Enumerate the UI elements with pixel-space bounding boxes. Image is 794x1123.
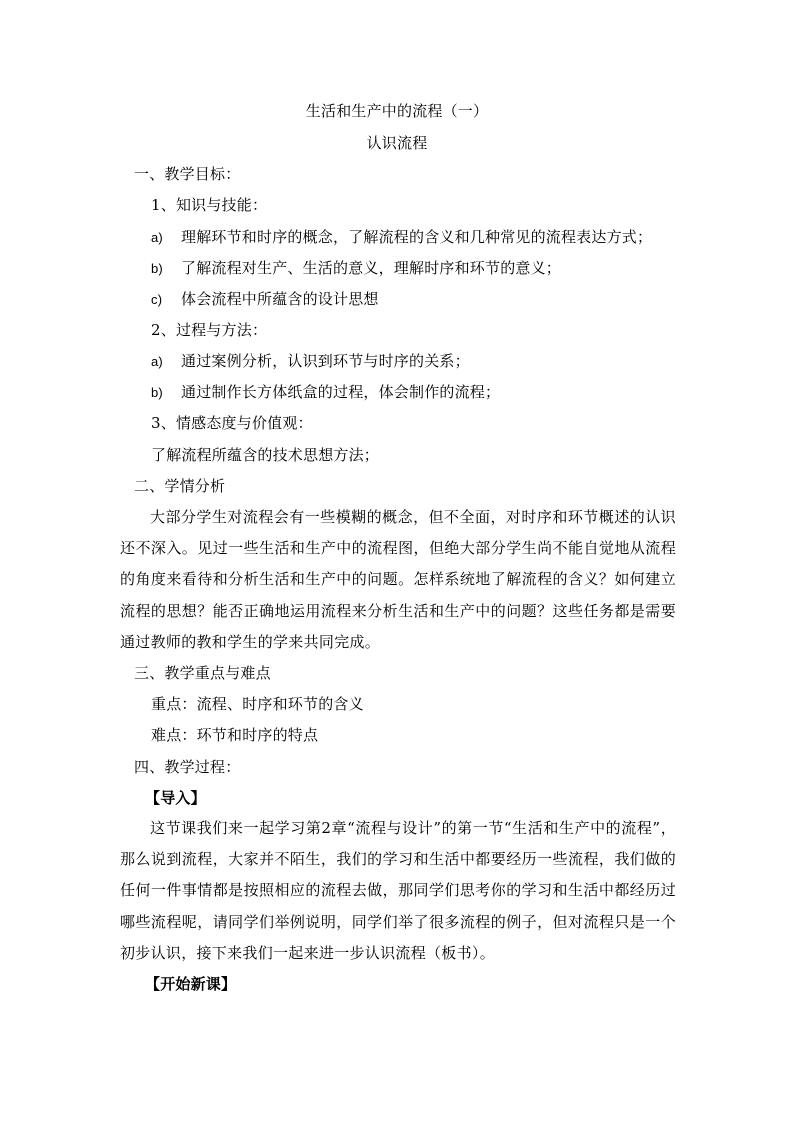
list-item-label: b) [151, 261, 163, 276]
list-item-label: a) [151, 230, 163, 245]
document-title: 生活和生产中的流程（一） [305, 102, 489, 120]
analysis-paragraph: 大部分学生对流程会有一些模糊的概念，但不全面，对时序和环节概述的认识还不深入。见过一些生活和生产中的流程图，但绝大部分学生尚不能自觉地从流程的角度来看待和分析生活和生产中的问题。怎样系统地了解流程的含义？如何建立流程的思想？能否正确地运用流程来分析生活和生产中的问题？这些任务都是需要通过教师的教和学生的学来共同完成。 [120, 508, 676, 651]
list-item-label: b) [151, 385, 163, 400]
list-item-label: c) [151, 292, 163, 307]
list-item [151, 227, 652, 248]
attitude-text: 了解流程所蕴含的技术思想方法； [151, 446, 380, 464]
section-heading-key-points: 三、教学重点与难点 [134, 664, 271, 682]
list-item-text: 体会流程中所蕴含的设计思想 [181, 290, 379, 308]
new-lesson-heading: 【开始新课】 [145, 975, 237, 993]
difficult-point-text: 难点：环节和时序的特点 [151, 726, 319, 744]
document-subtitle: 认识流程 [366, 134, 428, 152]
list-item-text: 了解流程对生产、生活的意义，理解时序和环节的意义； [181, 259, 562, 277]
key-point-text: 重点：流程、时序和环节的含义 [151, 695, 364, 713]
list-item-text: 理解环节和时序的概念，了解流程的含义和几种常见的流程表达方式； [181, 228, 653, 246]
subsection-heading-knowledge: 1、知识与技能： [151, 196, 268, 214]
list-item-text: 通过案例分析，认识到环节与时序的关系； [181, 352, 470, 370]
list-item [151, 258, 561, 279]
list-item [151, 382, 500, 403]
intro-paragraph: 这节课我们来一起学习第2章“流程与设计”的第一节“生活和生产中的流程”，那么说到流程，大家并不陌生，我们的学习和生活中都要经历一些流程，我们做的任何一件事情都是按照相应的流程去做，那同学们思考你的学习和生活中都经历过哪些流程呢，请同学们举例说明，同学们举了很多流程的例子，但对流程只是一个初步认识，接下来我们一起来进一步认识流程（板书）。 [120, 819, 676, 962]
section-heading-analysis: 二、学情分析 [134, 477, 226, 495]
list-item-text: 通过制作长方体纸盒的过程，体会制作的流程； [181, 383, 501, 401]
section-heading-objectives: 一、教学目标： [134, 165, 241, 183]
list-item [151, 289, 379, 310]
subsection-heading-attitude: 3、情感态度与价值观： [151, 414, 313, 432]
intro-heading: 【导入】 [145, 789, 206, 807]
subsection-heading-process: 2、过程与方法： [151, 321, 268, 339]
list-item-label: a) [151, 354, 163, 369]
section-heading-teaching-process: 四、教学过程： [134, 758, 241, 776]
list-item [151, 351, 470, 372]
